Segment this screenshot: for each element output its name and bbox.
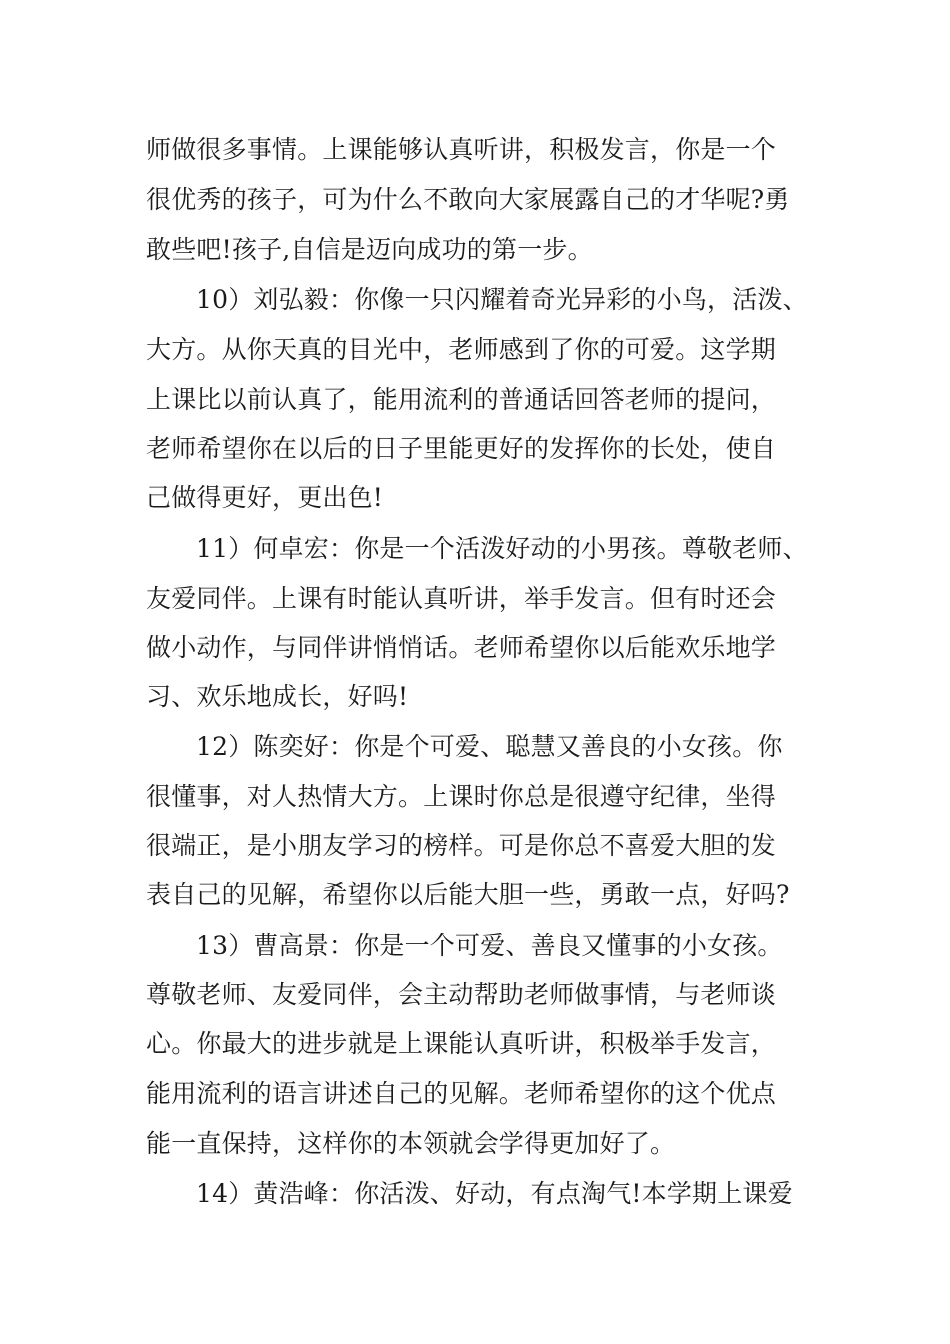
text-line: 习、欢乐地成长，好吗! — [146, 682, 409, 711]
paragraph-start-14: 14）黄浩峰：你活泼、好动，有点淘气!本学期上课爱 — [196, 1179, 793, 1208]
text-line: 尊敬老师、友爱同伴，会主动帮助老师做事情，与老师谈 — [146, 980, 777, 1009]
text-line: 表自己的见解，希望你以后能大胆一些，勇敢一点，好吗? — [146, 880, 790, 909]
paragraph-start-12: 12）陈奕好：你是个可爱、聪慧又善良的小女孩。你 — [196, 732, 783, 761]
text-line: 能用流利的语言讲述自己的见解。老师希望你的这个优点 — [146, 1079, 777, 1108]
text-line: 做小动作，与同伴讲悄悄话。老师希望你以后能欢乐地学 — [146, 633, 777, 662]
text-line: 很优秀的孩子，可为什么不敢向大家展露自己的才华呢?勇 — [146, 185, 790, 214]
text-line: 友爱同伴。上课有时能认真听讲，举手发言。但有时还会 — [146, 584, 777, 613]
paragraph-start-10: 10）刘弘毅：你像一只闪耀着奇光异彩的小鸟，活泼、 — [196, 285, 808, 314]
text-line: 老师希望你在以后的日子里能更好的发挥你的长处，使自 — [146, 434, 777, 463]
text-line: 敢些吧!孩子,自信是迈向成功的第一步。 — [146, 235, 593, 264]
text-line: 上课比以前认真了，能用流利的普通话回答老师的提问， — [146, 385, 777, 414]
paragraph-start-13: 13）曹高景：你是一个可爱、善良又懂事的小女孩。 — [196, 931, 783, 960]
text-line: 师做很多事情。上课能够认真听讲，积极发言，你是一个 — [146, 135, 777, 164]
text-line: 很端正，是小朋友学习的榜样。可是你总不喜爱大胆的发 — [146, 831, 777, 860]
text-line: 能一直保持，这样你的本领就会学得更加好了。 — [146, 1129, 676, 1158]
text-line: 己做得更好，更出色! — [146, 483, 384, 512]
text-line: 心。你最大的进步就是上课能认真听讲，积极举手发言， — [146, 1029, 777, 1058]
text-line: 大方。从你天真的目光中，老师感到了你的可爱。这学期 — [146, 335, 777, 364]
text-line: 很懂事，对人热情大方。上课时你总是很遵守纪律，坐得 — [146, 782, 777, 811]
paragraph-start-11: 11）何卓宏：你是一个活泼好动的小男孩。尊敬老师、 — [196, 534, 808, 563]
